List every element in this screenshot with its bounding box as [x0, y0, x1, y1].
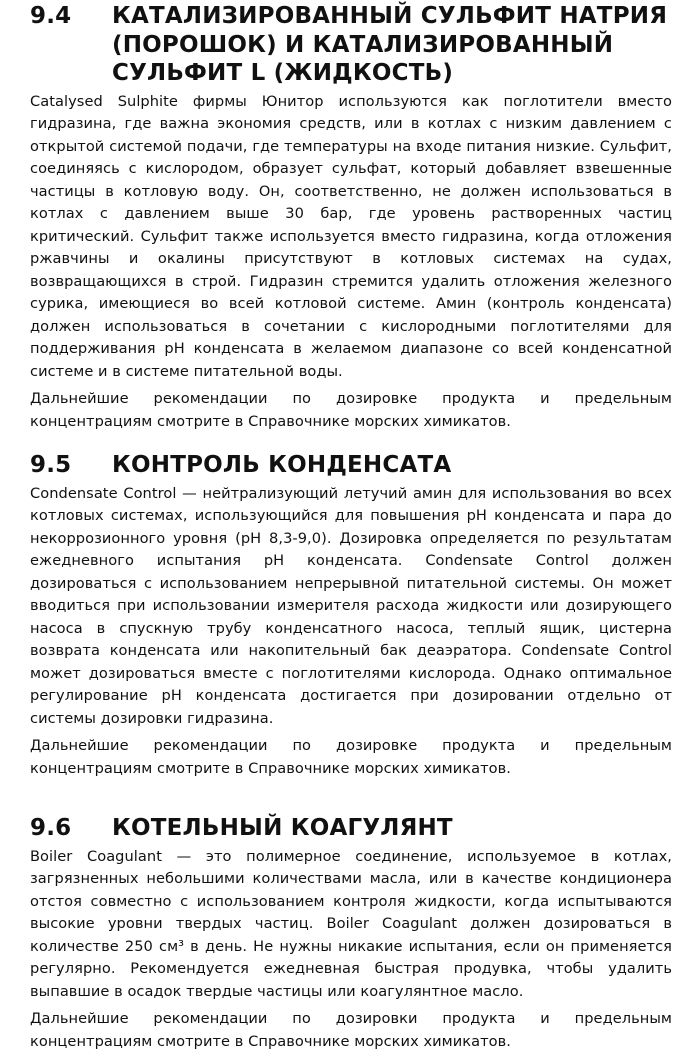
section-heading	[30, 2, 672, 88]
section-title: КОТЕЛЬНЫЙ КОАГУЛЯНТ	[112, 815, 453, 841]
section-title: КАТАЛИЗИРОВАННЫЙ СУЛЬФИТ НАТРИЯ (ПОРОШОК) И КАТАЛИЗИРОВАННЫЙ СУЛЬФИТ L (ЖИДКОСТЬ)	[112, 3, 668, 86]
paragraph: Дальнейшие рекомендации по дозировки продукта и предельным концентрациям смотрите в Справочнике морских химикатов.	[30, 1010, 672, 1050]
paragraph: Дальнейшие рекомендации по дозировке продукта и предельным концентрациям смотрите в Справочнике морских химикатов.	[30, 390, 672, 430]
section-9-6	[30, 814, 672, 1053]
paragraph: Condensate Control — нейтрализующий летучий амин для использования во всех котловых системах, использующийся для повышения pH конденсата и пара до некоррозионного уровня (pH 8,3-9,0). Дозировка определяется по результатам ежедневного испытания pH конденсата. Condensate Control должен дозироваться с использованием непрерывной питательной системы. Он может вводиться при использовании измерителя расхода жидкости или дозирующего насоса в спускную трубу конденсатного насоса, теплый ящик, цистерна возврата конденсата или накопительный бак деаэратора. Condensate Control может дозироваться вместе с поглотителями кислорода. Однако оптимальное регулирование pH конденсата достигается при дозировании отдельно от системы дозировки гидразина.	[30, 484, 672, 727]
section-number: 9.4	[30, 3, 72, 29]
section-9-4	[30, 2, 672, 433]
paragraph: Boiler Coagulant — это полимерное соединение, используемое в котлах, загрязненных небольшими количествами масла, или в качестве кондиционера отстоя совместно с использованием контроля жидкости, когда испытываются высокие уровни твердых частиц. Boiler Coagulant должен дозироваться в количестве 250 см³ в день. Не нужны никакие испытания, если он применяется регулярно. Рекомендуется ежедневная быстрая продувка, чтобы удалить выпавшие в осадок твердые частицы или коагулянтное масло.	[30, 847, 672, 1000]
section-9-5	[30, 451, 672, 780]
section-number: 9.5	[30, 452, 72, 478]
section-number: 9.6	[30, 815, 72, 841]
section-title: КОНТРОЛЬ КОНДЕНСАТА	[112, 452, 452, 478]
paragraph: Catalysed Sulphite фирмы Юнитор используются как поглотители вместо гидразина, где важна экономия средств, или в котлах с низким давлением с открытой системой подачи, где температуры на входе питания низкие. Сульфит, соединяясь с кислородом, образует сульфат, который добавляет взвешенные частицы в котловую воду. Он, соответственно, не должен использоваться в котлах с давлением выше 30 бар, где уровень растворенных частиц критический. Сульфит также используется вместо гидразина, когда отложения ржавчины и окалины присутствуют в котловых системах на судах, возвращающихся в строй. Гидразин стремится удалить отложения железного сурика, имеющиеся во всей котловой системе. Амин (контроль конденсата) должен использоваться в сочетании с кислородными поглотителями для поддерживания pH конденсата в желаемом диапазоне со всей конденсатной системе и в системе питательной воды.	[30, 92, 672, 380]
section-heading	[30, 451, 672, 480]
paragraph: Дальнейшие рекомендации по дозировке продукта и предельным концентрациям смотрите в Справочнике морских химикатов.	[30, 737, 672, 777]
section-heading	[30, 814, 672, 843]
